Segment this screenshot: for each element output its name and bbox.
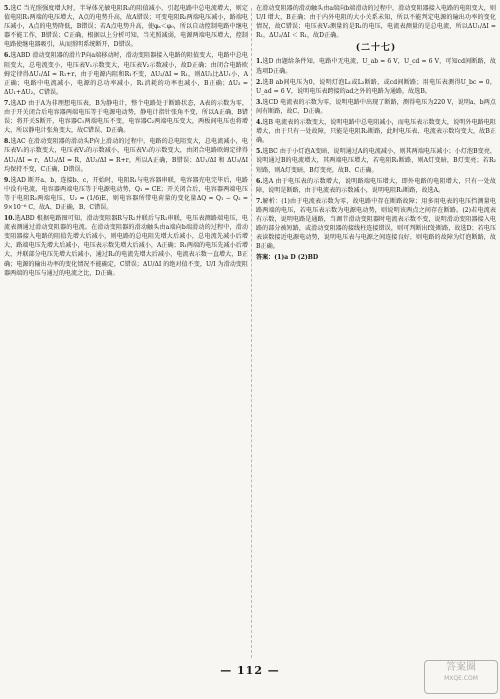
item-number: 1. — [256, 58, 263, 66]
answer-item — [256, 57, 496, 75]
item-number: 7. — [4, 99, 11, 107]
item-text: 选AD 由于A为非理想电压表，B为静电计，整个电路处于断路状态，A表的示数为零，由于开关闭合后电容器两端电压等于电源电动势，静电计指针张角不变，所以A正确、B错误；将开关S断开，电容器C₁两端电压不变，电容器C₂两端电压变大，两板间电压也将增大，所以静电计张角变大，故C错误、D正确。 — [4, 99, 248, 135]
answer-item — [256, 177, 496, 195]
item-text: 选ABD 根据电路图可知，滑动变阻器R与R₂并联后与R₁串联，电压表测路端电压，电流表测通过滑动变阻器的电流。在滑动变阻器的滑动触头由a端向b端滑动的过程中，滑动变阻器接入电路的阻值先增大后减小，则电路的总电阻先增大后减小，总电流先减小后增大，路端电压先增大后减小，电压表示数先增大后减小，A正确；R₁两端的电压先减小后增大，并联部分电压先增大后减小，通过R₂的电流先增大后减小，电流表示数一直增大，B正确；电源的输出功率的变化情况不能确定，C错误；ΔU/ΔI 的绝对值不变，U/I 为滑动变阻器两端的电压与通过的电流之比，D正确。 — [4, 215, 248, 277]
continued-text: 在滑动变阻器的滑动触头由a端向b端滑动的过程中，滑动变阻器接入电路的电阻变大，则U/I 增大，B正确；由于内外电阻的大小关系未知，所以不能判定电源的输出功率的变化情况，故C错误；电压表V₂测量的是R₁的电压，电流表测量的是总电流，所以ΔU₁/ΔI = R₁，ΔU₂/ΔI ＜ R₁，故D正确。 — [256, 5, 496, 40]
final-answer: 答案：(1)a D (2)BD — [256, 254, 319, 262]
item-text: 选AD 断开a、b，连接b、c，开始时，电阻R₁与电容器串联，电容器充电完毕后，电路中没有电流，电容器两端电压等于电源电动势，Q₁ = CE；开关闭合后，电容器两端电压等于电阻R₂两端电压，U₂ = (1/6)E，则电容器所带电荷量的变化量ΔQ = Q₁ − Q₂ = 9×10⁻⁶ C，故A、D正确，B、C错误。 — [4, 176, 248, 211]
answer-item — [4, 51, 248, 96]
item-text: 选ABD 滑动变阻器的滑片P向a端移动时，滑动变阻器接入电路的阻值变大，电路中总电阻变大，总电流变小，电压表V₁示数变大，电压表V₂示数减小，故D正确；由闭合电路欧姆定律得ΔU₁/ΔI = R₁+r，由于电源内阻和R₁不变，ΔU₂/ΔI = R₁，则ΔU₂比ΔU₁小，A正确；电路中电流减小，电源的总功率减小，R₁消耗的功率也减小，B正确；ΔU₃ = ΔU₁+ΔU₂，C错误。 — [4, 52, 248, 96]
item-number: 9. — [4, 176, 11, 184]
answer-item — [4, 4, 248, 49]
answer-item — [256, 98, 496, 116]
left-column — [4, 4, 248, 280]
item-number: 8. — [4, 138, 11, 146]
item-text: 选D 由题给条件知，电路中无电流，U_ab = 6 V，U_cd = 6 V，可知cd间断路，故选项D正确。 — [256, 58, 496, 75]
answer-item — [256, 118, 496, 145]
watermark-logo — [424, 660, 498, 694]
answer-item — [4, 99, 248, 135]
answer-item — [256, 147, 496, 174]
item-text: 解析：(1)由于电流表示数为零，故电路中存在断路故障；用多用电表的电压挡测量电路两端的电压，若电压表示数为电源电动势，则说明该两点之间存在断路。(2)若电流表有示数，说明电路是通路，当调节滑动变阻器时电流表示数不变，说明滑动变阻器接入电路的部分被短路，或滑动变阻器的接线柱连接错误，则可判断出f处断路，故选D；若电压表读数接近电源电动势，说明电压表与电源之间连接良好，则电路的故障为灯泡断路，故B正确。 — [256, 197, 496, 251]
item-number: 2. — [256, 78, 263, 86]
item-text: 选C 当光照强度增大时，半导体光敏电阻R₃的阻值减小，引起电路中总电流增大，则定值电阻R₁两端的电压增大，A点的电势升高，故A错误；可变电阻R₂两端电压减小，路端电压减小，A点的电势降低，B错误；若A点电势升高，使φₐ＜φ₀，所以自动控制电路中继电器不能工作，B错误；C正确，根据以上分析可知，当光照减弱，电源两端电压增大，控制电路使继电器吸引，从而照明系统断开，D错误。 — [4, 5, 248, 49]
item-text: 选BC 由于小灯泡A变暗，说明通过A的电流减小，则其两端电压减小；小灯泡B变亮，说明通过B的电流增大，其两端电压增大，若电阻R₁断路，则A灯变暗，B灯变亮；若R₂短路，则A灯变暗，B灯变亮，故B、C正确。 — [256, 148, 496, 174]
section-heading: (二十七) — [355, 43, 397, 54]
answer-item — [256, 78, 496, 96]
answer-item — [4, 214, 248, 278]
item-text: 选B 电流表的示数变大，说明电路中总电阻减小，而电压表示数变大，说明外电路电阻增大，由于只有一处故障，只能是电阻R₂断路，此时电压表、电流表示数均变大，故B正确。 — [256, 119, 496, 145]
item-number: 5. — [256, 148, 263, 156]
answer-item — [256, 197, 496, 252]
item-text: 选A 由于电压表的示数增大，说明路端电压增大，即外电路的电阻增大，只有一处故障，说明是断路，由于电流表的示数减小，说明电阻R₁断路，故选A。 — [256, 177, 496, 194]
item-text: 选AC 在滑动变阻器的滑动头P向上滑动的过程中，电路的总电阻变大，总电流减小，电压表V₁的示数变大，电压表V₂的示数减小，电压表V₃的示数变大，由闭合电路欧姆定律得ΔU₁/ΔI = r，ΔU₂/ΔI = R，ΔU₃/ΔI = R+r，所以A正确，B错误；ΔU₁/ΔI 和 ΔU₃/ΔI 均保持不变，C正确，D错误。 — [4, 138, 248, 173]
item-number: 6. — [4, 52, 11, 60]
answer-item — [4, 137, 248, 173]
answer-item — [4, 176, 248, 212]
watermark-url: MXQE.COM — [444, 675, 478, 682]
item-number: 10. — [4, 215, 15, 223]
item-number: 5. — [4, 5, 11, 12]
item-number: 7. — [256, 197, 263, 205]
item-text: 选CD 电流表的示数为零，说明电路中出现了断路，测得电压为220 V，说明a、b两点间有断路，故C、D正确。 — [256, 98, 496, 115]
watermark-text: 答案圈 — [446, 662, 476, 673]
right-column — [256, 4, 496, 264]
column-divider — [251, 8, 252, 658]
item-number: 6. — [256, 177, 263, 185]
item-number: 4. — [256, 119, 263, 127]
item-number: 3. — [256, 98, 263, 106]
item-text: 选B ab间电压为0，说明灯泡L₁或L₂断路，或cd间断路；用电压表测得U_bc = 0，U_ad = 6 V，说明电压表跨接的ad之外的电路为通路，故选B。 — [256, 78, 496, 95]
page-number: — 112 — — [220, 664, 280, 677]
